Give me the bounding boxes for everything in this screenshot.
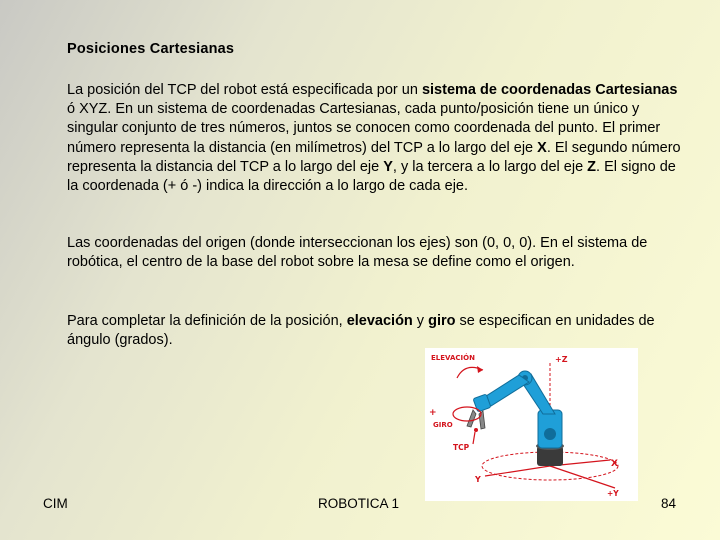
paragraph-elevation-rotation <box>67 312 687 350</box>
robot-forearm <box>483 375 529 406</box>
label-x-axis: X <box>611 459 618 469</box>
label-plus-z: +Z <box>555 355 568 364</box>
bold-giro: giro <box>428 313 456 329</box>
elevation-arrowhead <box>477 366 483 373</box>
bold-axis-x: X <box>537 139 547 156</box>
paragraph-cartesian-definition <box>67 81 687 196</box>
text-run: , y la tercera a lo largo del eje <box>392 158 588 175</box>
text-run: . El signo de la coordenada (+ ó -) indica la dirección a lo largo de cada eje. <box>67 158 676 195</box>
paragraph-origin: Las coordenadas del origen (donde interseccionan los ejes) son (0, 0, 0). En el sistema de robótica, el centro de la base del robot sobre la mesa se define como el origen. <box>67 235 648 271</box>
label-plus-y: +Y <box>607 489 619 498</box>
slide-title: Posiciones Cartesianas <box>67 41 235 57</box>
robot-arm-illustration <box>425 348 638 501</box>
page-number: 84 <box>661 496 677 511</box>
robot-waist-joint <box>544 428 556 440</box>
label-plus: + <box>429 408 437 418</box>
text-run: La posición del TCP del robot está especificada por un <box>67 82 422 98</box>
footer-left: CIM <box>43 496 68 511</box>
robot-arm-figure <box>425 348 638 501</box>
text-run: ó XYZ. En un sistema de coordenadas Cartesianas, cada punto/posición tiene un único y singular conjunto de tres números, juntos se conocen como coordenada del punto. El primer número representa la distancia (en milímetros) del TCP a lo largo del eje <box>67 101 661 156</box>
tcp-pointer <box>473 432 475 444</box>
bold-axis-y: Y <box>383 158 393 175</box>
text-run: y <box>412 313 429 329</box>
bold-term: sistema de coordenadas Cartesianas <box>421 82 678 98</box>
label-y-axis: Y <box>475 475 481 484</box>
y-neg-axis-line <box>485 466 550 476</box>
text-run: . El segundo número representa la distancia del TCP a lo largo del eje <box>67 139 681 175</box>
bold-axis-z: Z <box>587 158 597 175</box>
gripper-finger-left <box>467 410 476 427</box>
gripper-finger-right <box>479 411 485 429</box>
text-run: Para completar la definición de la posición, <box>67 313 347 329</box>
label-tcp: TCP <box>453 443 470 452</box>
tcp-point <box>474 428 478 432</box>
label-giro: GIRO <box>433 421 453 429</box>
giro-arc <box>453 407 481 421</box>
footer-center: ROBOTICA 1 <box>318 496 400 511</box>
label-elevacion: ELEVACIÓN <box>431 354 475 362</box>
text-run: se especifican en unidades de ángulo (grados). <box>67 313 655 349</box>
bold-elevacion: elevación <box>346 313 413 329</box>
y-axis-line <box>550 466 615 488</box>
